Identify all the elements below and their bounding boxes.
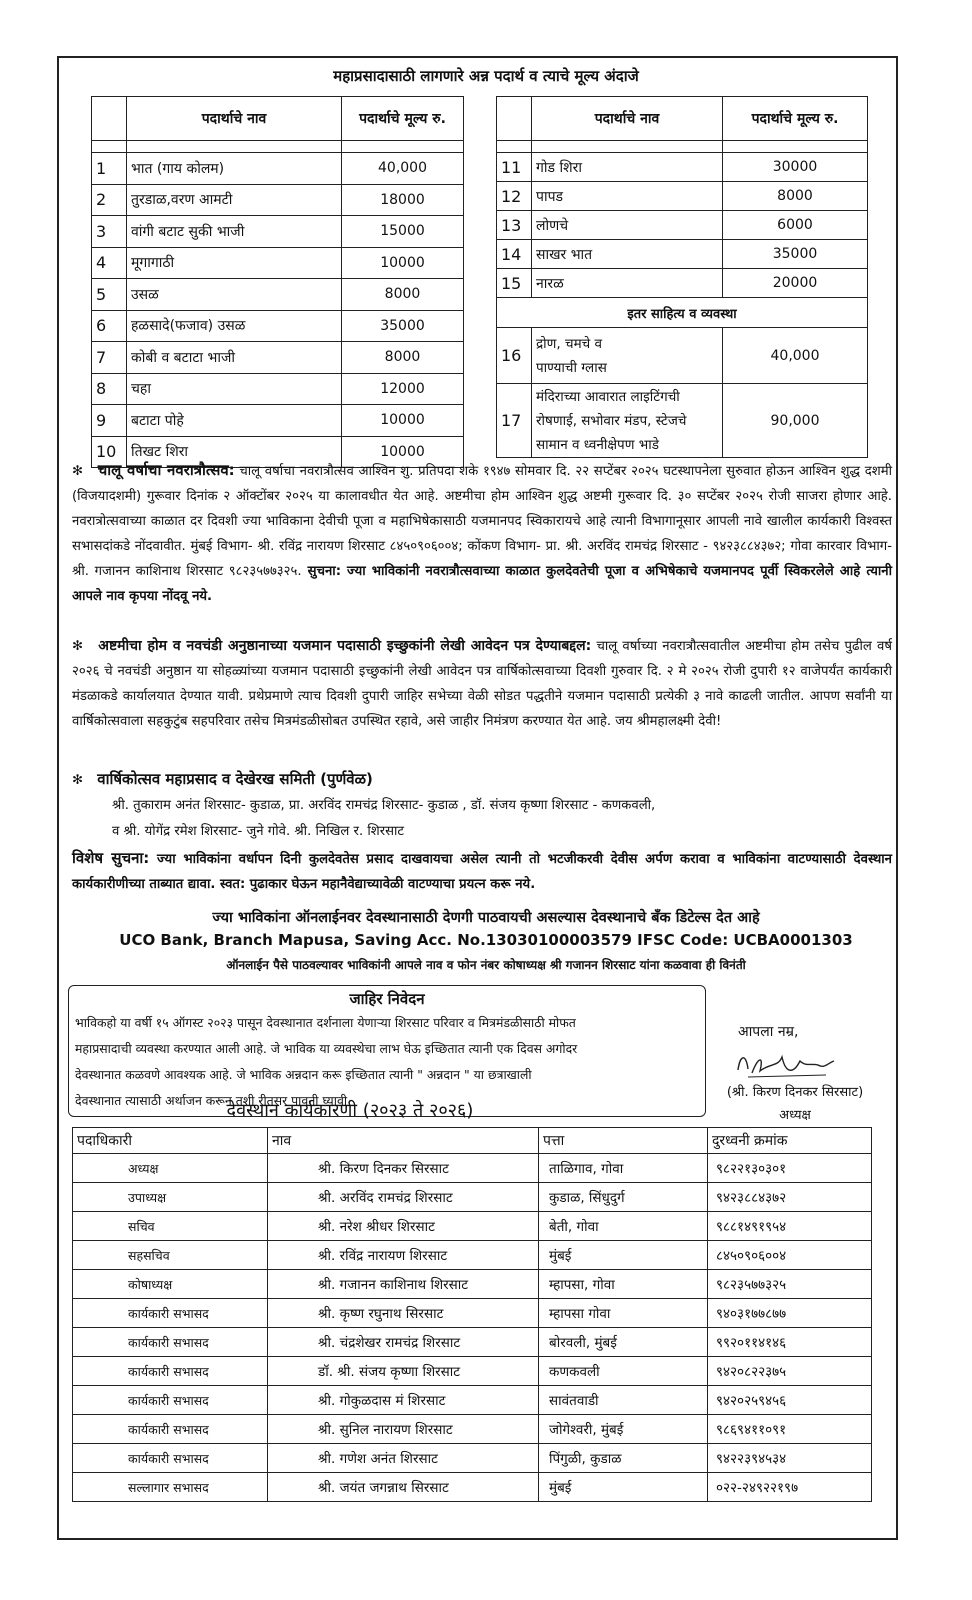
- food-name: हळसादे(फजाव) उसळ: [127, 310, 342, 342]
- staff-post: कार्यकारी सभासद: [73, 1357, 268, 1386]
- other-row: [497, 328, 868, 384]
- special-notice: [72, 846, 892, 897]
- food-row: [92, 405, 464, 437]
- food-name: वांगी बटाट सुकी भाजी: [127, 216, 342, 248]
- staff-address: पिंगुळी, कुडाळ: [539, 1444, 708, 1473]
- staff-row: [73, 1183, 872, 1212]
- staff-name: श्री. कृष्ण रघुनाथ सिरसाट: [268, 1299, 539, 1328]
- staff-row: [73, 1328, 872, 1357]
- food-no: 1: [92, 153, 127, 185]
- food-no: 6: [92, 310, 127, 342]
- food-value: 35000: [723, 240, 868, 269]
- other-value: 90,000: [723, 384, 868, 458]
- food-value: 40,000: [342, 153, 464, 185]
- food-no: 7: [92, 342, 127, 374]
- staff-phone: ९४२०२५९४५६: [708, 1386, 872, 1415]
- food-name: लोणचे: [532, 211, 723, 240]
- food-name: तुरडाळ,वरण आमटी: [127, 184, 342, 216]
- staff-phone: ९८८१४९१९५४: [708, 1212, 872, 1241]
- staff-address: बोरवली, मुंबई: [539, 1328, 708, 1357]
- other-name-line: मंदिराच्या आवारात लाइटिंगची: [536, 388, 680, 405]
- committee-line-2: व श्री. योगेंद्र रमेश शिरसाट- जुने गोवे. श्री. निखिल र. शिरसाट: [112, 824, 405, 839]
- food-row: [92, 153, 464, 185]
- staff-row: [73, 1241, 872, 1270]
- table-header-value: पदार्थाचे मूल्य रु.: [342, 97, 464, 141]
- other-heading: इतर साहित्य व व्यवस्था: [497, 298, 868, 328]
- food-row: [497, 153, 868, 182]
- staff-post: अध्यक्ष: [73, 1154, 268, 1183]
- staff-name: श्री. गजानन काशिनाथ शिरसाट: [268, 1270, 539, 1299]
- table-header: [92, 97, 127, 141]
- food-no: 14: [497, 240, 532, 269]
- food-no: 4: [92, 247, 127, 279]
- food-table-left: [91, 96, 464, 468]
- staff-row: [73, 1154, 872, 1183]
- staff-address: कुडाळ, सिंधुदुर्ग: [539, 1183, 708, 1212]
- staff-name: श्री. जयंत जगन्नाथ सिरसाट: [268, 1473, 539, 1502]
- food-row: [92, 279, 464, 311]
- staff-post: कार्यकारी सभासद: [73, 1415, 268, 1444]
- food-value: 12000: [342, 373, 464, 405]
- food-row: [92, 373, 464, 405]
- food-value: 10000: [342, 247, 464, 279]
- staff-post: कोषाध्यक्ष: [73, 1270, 268, 1299]
- staff-post: सल्लागार सभासद: [73, 1473, 268, 1502]
- food-no: 8: [92, 373, 127, 405]
- food-no: 10: [92, 436, 127, 468]
- staff-phone: ९४२०८२२३७५: [708, 1357, 872, 1386]
- food-no: 15: [497, 269, 532, 298]
- staff-name: श्री. किरण दिनकर सिरसाट: [268, 1154, 539, 1183]
- staff-phone: ९८२२१३०३०१: [708, 1154, 872, 1183]
- food-name: भात (गाय कोलम): [127, 153, 342, 185]
- notice-line: देवस्थानात त्यासाठी अर्थाजन करून तशी रीतसर पावती घ्यावी: [75, 1093, 348, 1108]
- food-name: नारळ: [532, 269, 723, 298]
- special-lead: विशेष सुचना:: [72, 849, 150, 867]
- staff-address: ताळिगाव, गोवा: [539, 1154, 708, 1183]
- food-name: मूगागाठी: [127, 247, 342, 279]
- staff-phone: ९८६९४११०९१: [708, 1415, 872, 1444]
- staff-post: कार्यकारी सभासद: [73, 1386, 268, 1415]
- staff-address: म्हापसा गोवा: [539, 1299, 708, 1328]
- other-row: [497, 384, 868, 458]
- food-row: [92, 247, 464, 279]
- bank-line-3: ऑनलाईन पैसे पाठवल्यावर भाविकांनी आपले नाव व फोन नंबर कोषाध्यक्ष श्री गजानन शिरसाट यांना कळवावा ही विनंती: [226, 958, 746, 972]
- staff-address: कणकवली: [539, 1357, 708, 1386]
- staff-row: [73, 1386, 872, 1415]
- other-name-line: पाण्याची ग्लास: [536, 359, 607, 376]
- staff-header-post: पदाधिकारी: [73, 1128, 268, 1154]
- table-header-value: पदार्थाचे मूल्य रु.: [723, 97, 868, 141]
- staff-name: श्री. चंद्रशेखर रामचंद्र शिरसाट: [268, 1328, 539, 1357]
- staff-row: [73, 1270, 872, 1299]
- staff-phone: ९८२३५७७३२५: [708, 1270, 872, 1299]
- signature-greeting: आपला नम्र,: [738, 1024, 799, 1040]
- table-header-name: पदार्थाचे नाव: [532, 97, 723, 141]
- other-heading-row: [497, 298, 868, 328]
- table-header: [497, 97, 532, 141]
- signature-role: अध्यक्ष: [779, 1108, 811, 1123]
- food-row: [92, 310, 464, 342]
- staff-phone: ८४५०९०६००४: [708, 1241, 872, 1270]
- ashtami-section: [72, 634, 892, 734]
- notice-line: भाविकहो या वर्षी १५ ऑगस्ट २०२३ पासून देवस्थानात दर्शनाला येणाऱ्या शिरसाट परिवार व मित्रमंडळीसाठी मोफत: [75, 1015, 576, 1030]
- staff-name: डॉ. श्री. संजय कृष्णा शिरसाट: [268, 1357, 539, 1386]
- food-value: 18000: [342, 184, 464, 216]
- navratri-note: सुचना: ज्या भाविकांनी नवरात्रौत्सवाच्या काळात कुलदेवतेची पूजा व अभिषेकाचे यजमानपद पूर्वी स्विकरलेले आहे त्यानी आपले नाव कृपया नोंदवू नये.: [72, 564, 892, 604]
- other-name: [532, 384, 723, 458]
- committee-line-1: श्री. तुकाराम अनंत शिरसाट- कुडाळ, प्रा. अरविंद रामचंद्र शिरसाट- कुडाळ , डॉ. संजय कृष्णा शिरसाट - कणकवली,: [112, 798, 656, 813]
- food-value: 30000: [723, 153, 868, 182]
- staff-name: श्री. अरविंद रामचंद्र शिरसाट: [268, 1183, 539, 1212]
- food-name: पापड: [532, 182, 723, 211]
- bank-line-2: UCO Bank, Branch Mapusa, Saving Acc. No.13030100003579 IFSC Code: UCBA0001303: [119, 931, 853, 949]
- bank-line-1: ज्या भाविकांना ऑनलाईनवर देवस्थानासाठी देणगी पाठवायची असल्यास देवस्थानाचे बँक डिटेल्स देत आहे: [212, 910, 760, 926]
- staff-address: बेती, गोवा: [539, 1212, 708, 1241]
- food-value: 35000: [342, 310, 464, 342]
- staff-name: श्री. नरेश श्रीधर शिरसाट: [268, 1212, 539, 1241]
- signature-scrawl: [730, 1045, 840, 1085]
- navratri-body: चालू वर्षाचा नवरात्रौत्सव आश्विन शु. प्रतिपदा शके १९४७ सोमवार दि. २२ सप्टेंबर २०२५ घटस्थापनेला सुरुवात होऊन आश्विन शुद्ध दशमी (विजयादशमी) गुरूवार दिनांक २ ऑक्टोंबर २०२५ या कालावधीत येत आहे. अष्टमीचा होम आश्विन शुद्ध अष्टमी गुरूवार दि. ३० सप्टेंबर २०२५ रोजी साजरा होणार आहे. नवरात्रोत्सवाच्या काळात दर दिवशी ज्या भाविकाना देवीची पूजा व महाभिषेकासाठी यजमानपद स्विकारायचे आहे त्यानी विभागानूसार आपली नावे खालील कार्यकारी विश्वस्त सभासदांकडे नोंदवावीत. मुंबई विभाग- श्री. रविंद्र नारायण शिरसाट ८४५०९०६००४; कोंकण विभाग- प्रा. श्री. अरविंद रामचंद्र शिरसाट - ९४२३८८४३७२; गोवा कारवार विभाग- श्री. गजानन काशिनाथ शिरसाट ९८२३५७७३२५.: [72, 464, 892, 579]
- heading: महाप्रसादासाठी लागणारे अन्न पदार्थ व त्याचे मूल्य अंदाजे: [333, 67, 639, 85]
- food-no: 13: [497, 211, 532, 240]
- star-icon: ✻: [72, 639, 84, 654]
- food-value: 20000: [723, 269, 868, 298]
- food-table-right: [496, 96, 868, 458]
- food-row: [92, 184, 464, 216]
- food-no: 11: [497, 153, 532, 182]
- other-value: 40,000: [723, 328, 868, 384]
- food-row: [497, 211, 868, 240]
- notice-line: महाप्रसादाची व्यवस्था करण्यात आली आहे. जे भाविक या व्यवस्थेचा लाभ घेऊ इच्छितात त्यानी एक दिवस अगोदर: [75, 1041, 578, 1056]
- staff-name: श्री. सुनिल नारायण शिरसाट: [268, 1415, 539, 1444]
- staff-table: [72, 1127, 872, 1502]
- staff-phone: ९९२०११४१४६: [708, 1328, 872, 1357]
- food-no: 5: [92, 279, 127, 311]
- staff-phone: ९४२२३९४५३४: [708, 1444, 872, 1473]
- staff-post: कार्यकारी सभासद: [73, 1444, 268, 1473]
- food-row: [497, 240, 868, 269]
- food-no: 2: [92, 184, 127, 216]
- staff-name: श्री. गणेश अनंत शिरसाट: [268, 1444, 539, 1473]
- other-name-line: द्रोण, चमचे व: [536, 335, 603, 352]
- other-no: 16: [497, 328, 532, 384]
- food-value: 10000: [342, 405, 464, 437]
- other-name-line: रोषणाई, सभोवार मंडप, स्टेजचे: [536, 412, 687, 429]
- food-no: 9: [92, 405, 127, 437]
- staff-name: श्री. रविंद्र नारायण शिरसाट: [268, 1241, 539, 1270]
- food-name: उसळ: [127, 279, 342, 311]
- staff-address: म्हापसा, गोवा: [539, 1270, 708, 1299]
- notice-line: देवस्थानात कळवणे आवश्यक आहे. जे भाविक अन्नदान करू इच्छितात त्यानी " अन्नदान " या छत्राखाली: [75, 1067, 532, 1082]
- star-icon: ✻: [72, 773, 84, 788]
- staff-phone: ९४२३८८४३७२: [708, 1183, 872, 1212]
- staff-name: श्री. गोकुळदास मं शिरसाट: [268, 1386, 539, 1415]
- navratri-lead: चालू वर्षाचा नवरात्रौत्सव:: [97, 461, 235, 479]
- food-value: 6000: [723, 211, 868, 240]
- staff-row: [73, 1415, 872, 1444]
- star-icon: ✻: [72, 464, 84, 479]
- committee-lead: वार्षिकोत्सव महाप्रसाद व देखेरख समिती (पुर्णवेळ): [97, 770, 373, 788]
- staff-address: जोगेश्वरी, मुंबई: [539, 1415, 708, 1444]
- staff-row: [73, 1299, 872, 1328]
- food-name: गोड शिरा: [532, 153, 723, 182]
- staff-row: [73, 1357, 872, 1386]
- staff-post: कार्यकारी सभासद: [73, 1328, 268, 1357]
- staff-header-phone: दुरध्वनी क्रमांक: [708, 1128, 872, 1154]
- staff-row: [73, 1473, 872, 1502]
- food-value: 15000: [342, 216, 464, 248]
- staff-post: सहसचिव: [73, 1241, 268, 1270]
- navratri-section: [72, 458, 892, 609]
- food-name: कोबी व बटाटा भाजी: [127, 342, 342, 374]
- food-row: [92, 342, 464, 374]
- staff-phone: ९४०३१७७८७७: [708, 1299, 872, 1328]
- other-no: 17: [497, 384, 532, 458]
- food-value: 8000: [342, 279, 464, 311]
- staff-post: कार्यकारी सभासद: [73, 1299, 268, 1328]
- staff-row: [73, 1212, 872, 1241]
- staff-header-name: नाव: [268, 1128, 539, 1154]
- food-no: 12: [497, 182, 532, 211]
- staff-address: सावंतवाडी: [539, 1386, 708, 1415]
- spacer-row: [497, 141, 868, 153]
- staff-row: [73, 1444, 872, 1473]
- food-row: [497, 269, 868, 298]
- staff-post: उपाध्यक्ष: [73, 1183, 268, 1212]
- ashtami-body: चालू वर्षाच्या नवरात्रौत्सवातील अष्टमीचा होम तसेच पुढील वर्ष २०२६ चे नवचंडी अनुष्ठान या सोहळ्यांच्या यजमान पदासाठी इच्छुकांनी लेखी आवेदन पत्र वार्षिकोत्सवाच्या दिवशी गुरुवार दि. २ मे २०२५ रोजी दुपारी १२ वाजेपर्यंत कार्यकारी मंडळाकडे कार्यालयात देण्यात यावी. प्रथेप्रमाणे त्याच दिवशी दुपारी जाहिर सभेच्या वेळी सोडत पद्धतीने यजमान पदासाठी प्रत्येकी ३ नावे काढली जातील. आपण सर्वांनी या वार्षिकोत्सवाला सहकुटुंब सहपरिवार तसेच मित्रमंडळीसोबत उपस्थित रहावे, असे जाहीर निमंत्रण करण्यात येत आहे. जय श्रीमहालक्ष्मी देवी!: [72, 639, 892, 729]
- food-name: साखर भात: [532, 240, 723, 269]
- staff-address: मुंबई: [539, 1473, 708, 1502]
- staff-header-address: पत्ता: [539, 1128, 708, 1154]
- table-header-name: पदार्थाचे नाव: [127, 97, 342, 141]
- food-row: [497, 182, 868, 211]
- other-name: [532, 328, 723, 384]
- food-value: 8000: [723, 182, 868, 211]
- ashtami-lead: अष्टमीचा होम व नवचंडी अनुष्ठानाच्या यजमान पदासाठी इच्छुकांनी लेखी आवेदन पत्र देण्याबद्दल:: [98, 638, 592, 654]
- signature-name: (श्री. किरण दिनकर सिरसाट): [726, 1085, 864, 1100]
- food-value: 10000: [342, 436, 464, 468]
- staff-title: देवस्थान कार्यकारणी (२०२३ ते २०२६): [226, 1100, 474, 1121]
- food-name: चहा: [127, 373, 342, 405]
- staff-post: सचिव: [73, 1212, 268, 1241]
- food-no: 3: [92, 216, 127, 248]
- special-body: ज्या भाविकांना वर्धापन दिनी कुलदेवतेस प्रसाद दाखवायचा असेल त्यानी तो भटजीकरवी देवीस अर्पण करावा व भाविकांना वाटण्यासाठी देवस्थान कार्यकारीणीच्या ताब्यात द्यावा. स्वत: पुढाकार घेऊन महानैवेद्याच्यावेळी वाटण्याचा प्रयत्न करू नये.: [72, 852, 892, 892]
- food-value: 8000: [342, 342, 464, 374]
- staff-phone: ०२२-२४९२२१९७: [708, 1473, 872, 1502]
- other-name-line: सामान व ध्वनीक्षेपण भाडे: [536, 436, 659, 453]
- food-row: [92, 216, 464, 248]
- staff-address: मुंबई: [539, 1241, 708, 1270]
- notice-title: जाहिर निवेदन: [349, 990, 425, 1008]
- committee-section: [72, 767, 892, 793]
- food-name: तिखट शिरा: [127, 436, 342, 468]
- food-name: बटाटा पोहे: [127, 405, 342, 437]
